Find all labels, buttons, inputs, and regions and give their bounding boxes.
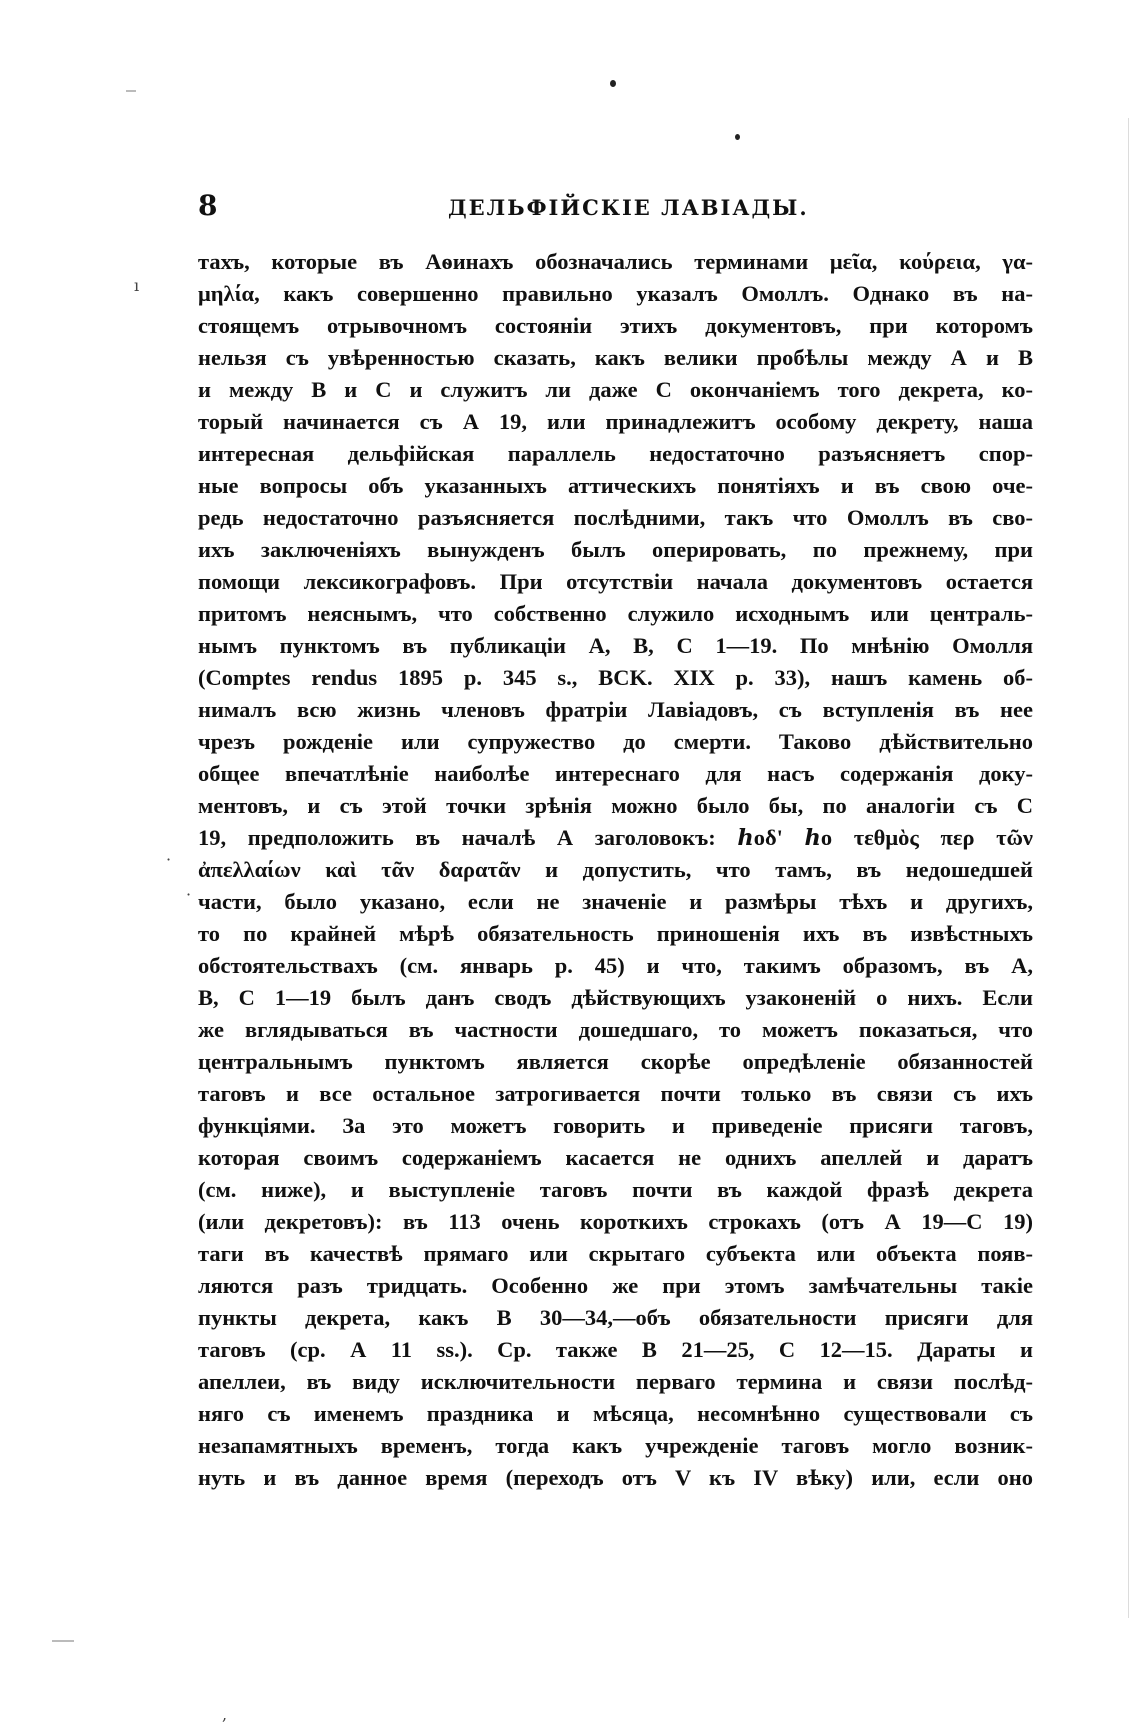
text-line: 19, предположить въ началѣ А заголовокъ: ℎοδ' ℎο τεθμὸς περ τῶν xyxy=(198,825,1033,850)
text-line: нельзя съ увѣренностью сказать, какъ велики пробѣлы между А и В xyxy=(198,345,1033,370)
text-line: μηλία, какъ совершенно правильно указалъ Омоллъ. Однако въ на- xyxy=(198,281,1033,306)
text-line: помощи лексикографовъ. При отсутствіи начала документовъ остается xyxy=(198,569,1033,594)
text-line: В, С 1—19 былъ данъ сводъ дѣйствующихъ узаконеній о нихъ. Если xyxy=(198,985,1033,1010)
running-head: ДЕЛЬФІЙСКІЕ ЛАВІАДЫ. xyxy=(448,195,809,220)
text-line: редь недостаточно разъясняется послѣдними, такъ что Омоллъ въ сво- xyxy=(198,505,1033,530)
text-line: то по крайней мѣрѣ обязательность приношенія ихъ въ извѣстныхъ xyxy=(198,921,1033,946)
text-line: незапамятныхъ временъ, тогда какъ учрежденіе таговъ могло возник- xyxy=(198,1433,1033,1458)
text-line: функціями. За это можетъ говорить и приведеніе присяги таговъ, xyxy=(198,1113,1033,1138)
margin-tick: ı xyxy=(134,276,140,295)
text-line: (см. ниже), и выступленіе таговъ почти въ каждой фразѣ декрета xyxy=(198,1177,1033,1202)
text-line: стоящемъ отрывочномъ состояніи этихъ документовъ, при которомъ xyxy=(198,313,1033,338)
margin-tick: · xyxy=(166,850,172,869)
text-line: притомъ неяснымъ, что собственно служило исходнымъ или централь- xyxy=(198,601,1033,626)
page-header xyxy=(198,188,1052,224)
text-line: же вглядываться въ частности дошедшаго, то можетъ показаться, что xyxy=(198,1017,1033,1042)
text-line: ἀπελλαίων καὶ τᾶν δαρατᾶν и допустить, что тамъ, въ недошедшей xyxy=(198,857,1033,882)
text-line: торый начинается съ А 19, или принадлежитъ особому декрету, наша xyxy=(198,409,1033,434)
text-line: части, было указано, если не значеніе и размѣры тѣхъ и другихъ, xyxy=(198,889,1033,914)
text-line: обстоятельствахъ (см. январь р. 45) и что, такимъ образомъ, въ А, xyxy=(198,953,1033,978)
scan-mark xyxy=(52,1640,74,1642)
text-line: ляются разъ тридцать. Особенно же при этомъ замѣчательны такіе xyxy=(198,1273,1033,1298)
text-line: общее впечатлѣніе наиболѣе интереснаго для насъ содержанія доку- xyxy=(198,761,1033,786)
text-line: интересная дельфійская параллель недостаточно разъясняетъ спор- xyxy=(198,441,1033,466)
text-line: тахъ, которые въ Аѳинахъ обозначались терминами μεῖα, κούρεια, γα- xyxy=(198,249,1033,274)
text-line: и между В и С и служитъ ли даже С окончаніемъ того декрета, ко- xyxy=(198,377,1033,402)
text-line: (Comptes rendus 1895 p. 345 s., BCK. XIX p. 33), нашъ камень об- xyxy=(198,665,1033,690)
text-line: ментовъ, и съ этой точки зрѣнія можно было бы, по аналогіи съ С xyxy=(198,793,1033,818)
text-line: (или декретовъ): въ 113 очень короткихъ строкахъ (отъ А 19—С 19) xyxy=(198,1209,1033,1234)
text-line: нуть и въ данное время (переходъ отъ V къ IV вѣку) или, если оно xyxy=(198,1465,1033,1490)
text-line: центральнымъ пунктомъ является скорѣе опредѣленіе обязанностей xyxy=(198,1049,1033,1074)
text-line: нималъ всю жизнь членовъ фратріи Лавіадовъ, съ вступленія въ нее xyxy=(198,697,1033,722)
margin-tick: , xyxy=(222,1705,228,1724)
page-number: 8 xyxy=(198,189,218,222)
text-line: няго съ именемъ праздника и мѣсяца, несомнѣнно существовали съ xyxy=(198,1401,1033,1426)
ink-speck xyxy=(610,80,616,87)
text-line: таги въ качествѣ прямаго или скрытаго субъекта или объекта появ- xyxy=(198,1241,1033,1266)
text-line: таговъ (ср. А 11 ss.). Ср. также В 21—25, С 12—15. Дараты и xyxy=(198,1337,1033,1362)
page-edge-shadow xyxy=(1128,118,1129,1618)
text-line: нымъ пунктомъ въ публикаціи А, В, С 1—19. По мнѣнію Омолля xyxy=(198,633,1033,658)
text-line: таговъ и все остальное затрогивается почти только въ связи съ ихъ xyxy=(198,1081,1033,1106)
scan-mark xyxy=(126,90,136,92)
text-line: апеллеи, въ виду исключительности перваго термина и связи послѣд- xyxy=(198,1369,1033,1394)
text-line: ихъ заключеніяхъ вынужденъ былъ оперировать, по прежнему, при xyxy=(198,537,1033,562)
ink-speck xyxy=(735,134,740,140)
text-line: ные вопросы объ указанныхъ аттическихъ понятіяхъ и въ свою оче- xyxy=(198,473,1033,498)
text-line: которая своимъ содержаніемъ касается не однихъ апеллей и даратъ xyxy=(198,1145,1033,1170)
margin-tick: · xyxy=(186,885,192,904)
text-line: пункты декрета, какъ В 30—34,—объ обязательности присяги для xyxy=(198,1305,1033,1330)
body-text xyxy=(198,246,1033,1494)
text-line: чрезъ рожденіе или супружество до смерти. Таково дѣйствительно xyxy=(198,729,1033,754)
